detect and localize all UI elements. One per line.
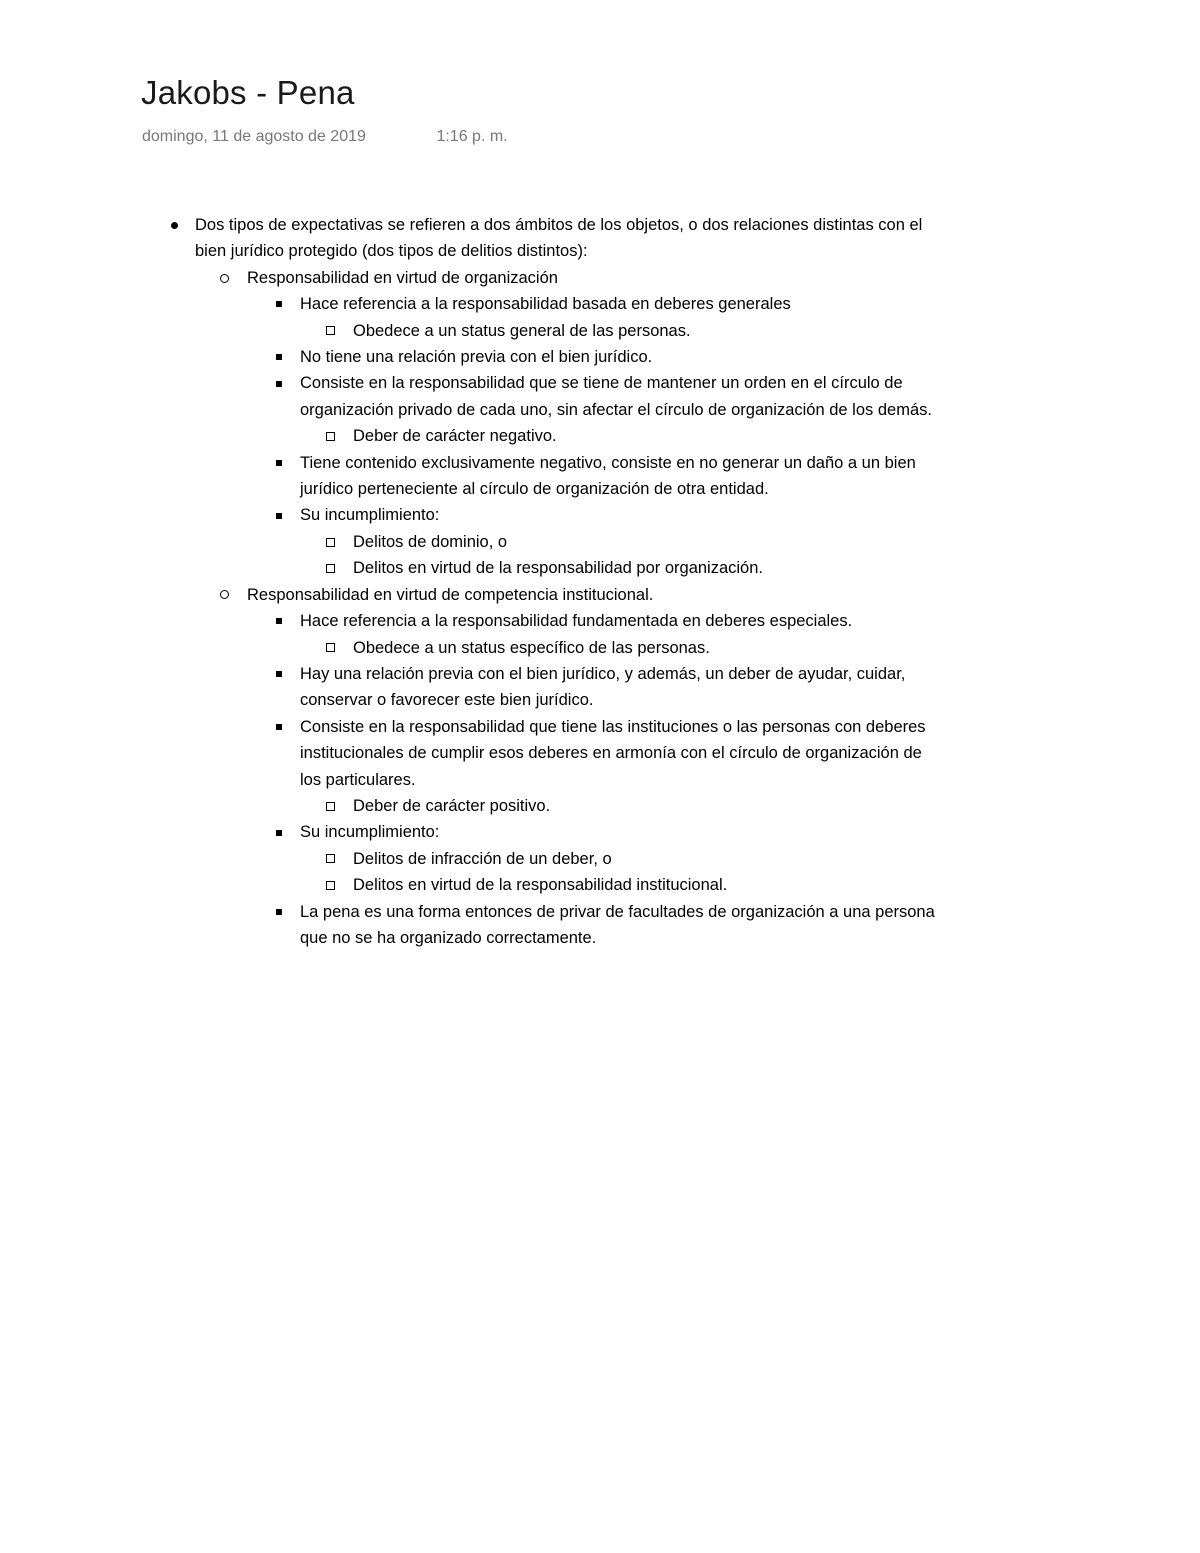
bullet-circle-icon xyxy=(220,590,229,599)
list-item-text: No tiene una relación previa con el bien jurídico. xyxy=(300,348,653,367)
outline-list xyxy=(0,212,1200,951)
list-item-text: La pena es una forma entonces de privar de facultades de organización a una persona xyxy=(300,902,935,921)
bullet-hollow-square-icon xyxy=(326,643,335,652)
bullet-square-icon xyxy=(276,671,282,677)
list-item-level-3 xyxy=(0,608,1200,634)
list-item-text: bien jurídico protegido (dos tipos de delitios distintos): xyxy=(195,242,588,261)
page-title: Jakobs - Pena xyxy=(141,74,355,111)
list-marker xyxy=(323,423,337,449)
list-marker xyxy=(272,714,286,740)
bullet-hollow-square-icon xyxy=(326,854,335,863)
list-marker xyxy=(272,661,286,687)
bullet-square-icon xyxy=(276,618,282,624)
list-item-level-4 xyxy=(0,635,1200,661)
page-date: domingo, 11 de agosto de 2019 xyxy=(142,128,366,145)
list-item-level-3 xyxy=(0,344,1200,370)
bullet-square-icon xyxy=(276,301,282,307)
bullet-square-icon xyxy=(276,354,282,360)
list-item-level-3 xyxy=(0,819,1200,845)
list-marker xyxy=(217,265,231,291)
list-item-text: Su incumplimiento: xyxy=(300,506,440,525)
list-marker xyxy=(323,555,337,581)
list-item-level-3 xyxy=(0,661,1200,714)
list-item-text: Delitos en virtud de la responsabilidad institucional. xyxy=(353,876,728,895)
list-item-level-4 xyxy=(0,793,1200,819)
bullet-dot-icon xyxy=(171,222,178,229)
list-marker xyxy=(167,212,181,238)
bullet-hollow-square-icon xyxy=(326,564,335,573)
list-item-level-3 xyxy=(0,291,1200,317)
list-item-text: que no se ha organizado correctamente. xyxy=(300,928,597,947)
list-item-text: Hay una relación previa con el bien jurídico, y además, un deber de ayudar, cuidar, xyxy=(300,664,906,683)
list-item-level-4 xyxy=(0,846,1200,872)
list-item-text: Obedece a un status general de las personas. xyxy=(353,321,691,340)
list-item-level-3 xyxy=(0,370,1200,423)
list-item-level-2 xyxy=(0,582,1200,608)
list-item-text: Hace referencia a la responsabilidad fundamentada en deberes especiales. xyxy=(300,612,853,631)
page-metadata xyxy=(142,128,508,146)
list-item-text: conservar o favorecer este bien jurídico. xyxy=(300,691,594,710)
list-marker xyxy=(323,635,337,661)
list-item-text: los particulares. xyxy=(300,770,416,789)
list-marker xyxy=(323,872,337,898)
list-item-level-4 xyxy=(0,529,1200,555)
list-item-level-3 xyxy=(0,450,1200,503)
bullet-hollow-square-icon xyxy=(326,326,335,335)
list-marker xyxy=(323,529,337,555)
list-item-text: institucionales de cumplir esos deberes en armonía con el círculo de organización de xyxy=(300,744,922,763)
list-marker xyxy=(272,502,286,528)
list-item-level-3 xyxy=(0,502,1200,528)
list-marker xyxy=(272,450,286,476)
bullet-square-icon xyxy=(276,381,282,387)
list-item-level-4 xyxy=(0,318,1200,344)
list-item-text: jurídico perteneciente al círculo de organización de otra entidad. xyxy=(300,480,769,499)
list-item-text: Responsabilidad en virtud de organización xyxy=(247,268,558,287)
list-marker xyxy=(272,819,286,845)
list-marker xyxy=(272,370,286,396)
list-item-level-4 xyxy=(0,423,1200,449)
list-marker xyxy=(323,318,337,344)
list-item-text: Deber de carácter positivo. xyxy=(353,796,551,815)
list-item-level-2 xyxy=(0,265,1200,291)
bullet-square-icon xyxy=(276,724,282,730)
list-item-text: Su incumplimiento: xyxy=(300,823,440,842)
list-item-text: Delitos de infracción de un deber, o xyxy=(353,849,612,868)
list-marker xyxy=(323,846,337,872)
list-item-text: Dos tipos de expectativas se refieren a dos ámbitos de los objetos, o dos relaciones distintas con el xyxy=(195,216,923,234)
list-marker xyxy=(272,899,286,925)
list-marker xyxy=(323,793,337,819)
list-item-level-3 xyxy=(0,899,1200,952)
list-marker xyxy=(217,582,231,608)
list-marker xyxy=(272,291,286,317)
bullet-hollow-square-icon xyxy=(326,881,335,890)
list-item-text: organización privado de cada uno, sin afectar el círculo de organización de los demás. xyxy=(300,400,932,419)
list-item-text: Responsabilidad en virtud de competencia institucional. xyxy=(247,585,654,604)
bullet-square-icon xyxy=(276,513,282,519)
list-item-text: Consiste en la responsabilidad que tiene las instituciones o las personas con deberes xyxy=(300,717,926,736)
list-item-level-4 xyxy=(0,872,1200,898)
list-item-text: Delitos en virtud de la responsabilidad por organización. xyxy=(353,559,763,578)
list-item-level-4 xyxy=(0,555,1200,581)
list-item-text: Consiste en la responsabilidad que se tiene de mantener un orden en el círculo de xyxy=(300,374,903,393)
bullet-square-icon xyxy=(276,909,282,915)
bullet-circle-icon xyxy=(220,274,229,283)
page-time: 1:16 p. m. xyxy=(436,128,508,145)
bullet-hollow-square-icon xyxy=(326,432,335,441)
list-item-text: Tiene contenido exclusivamente negativo, consiste en no generar un daño a un bien xyxy=(300,453,916,472)
list-item-level-1 xyxy=(0,212,1200,265)
list-item-text: Hace referencia a la responsabilidad basada en deberes generales xyxy=(300,295,791,314)
list-marker xyxy=(272,608,286,634)
bullet-hollow-square-icon xyxy=(326,802,335,811)
list-item-text: Deber de carácter negativo. xyxy=(353,427,557,446)
list-item-text: Obedece a un status específico de las personas. xyxy=(353,638,710,657)
list-item-text: Delitos de dominio, o xyxy=(353,532,508,551)
list-item-level-3 xyxy=(0,714,1200,793)
bullet-square-icon xyxy=(276,460,282,466)
bullet-hollow-square-icon xyxy=(326,538,335,547)
list-marker xyxy=(272,344,286,370)
bullet-square-icon xyxy=(276,830,282,836)
